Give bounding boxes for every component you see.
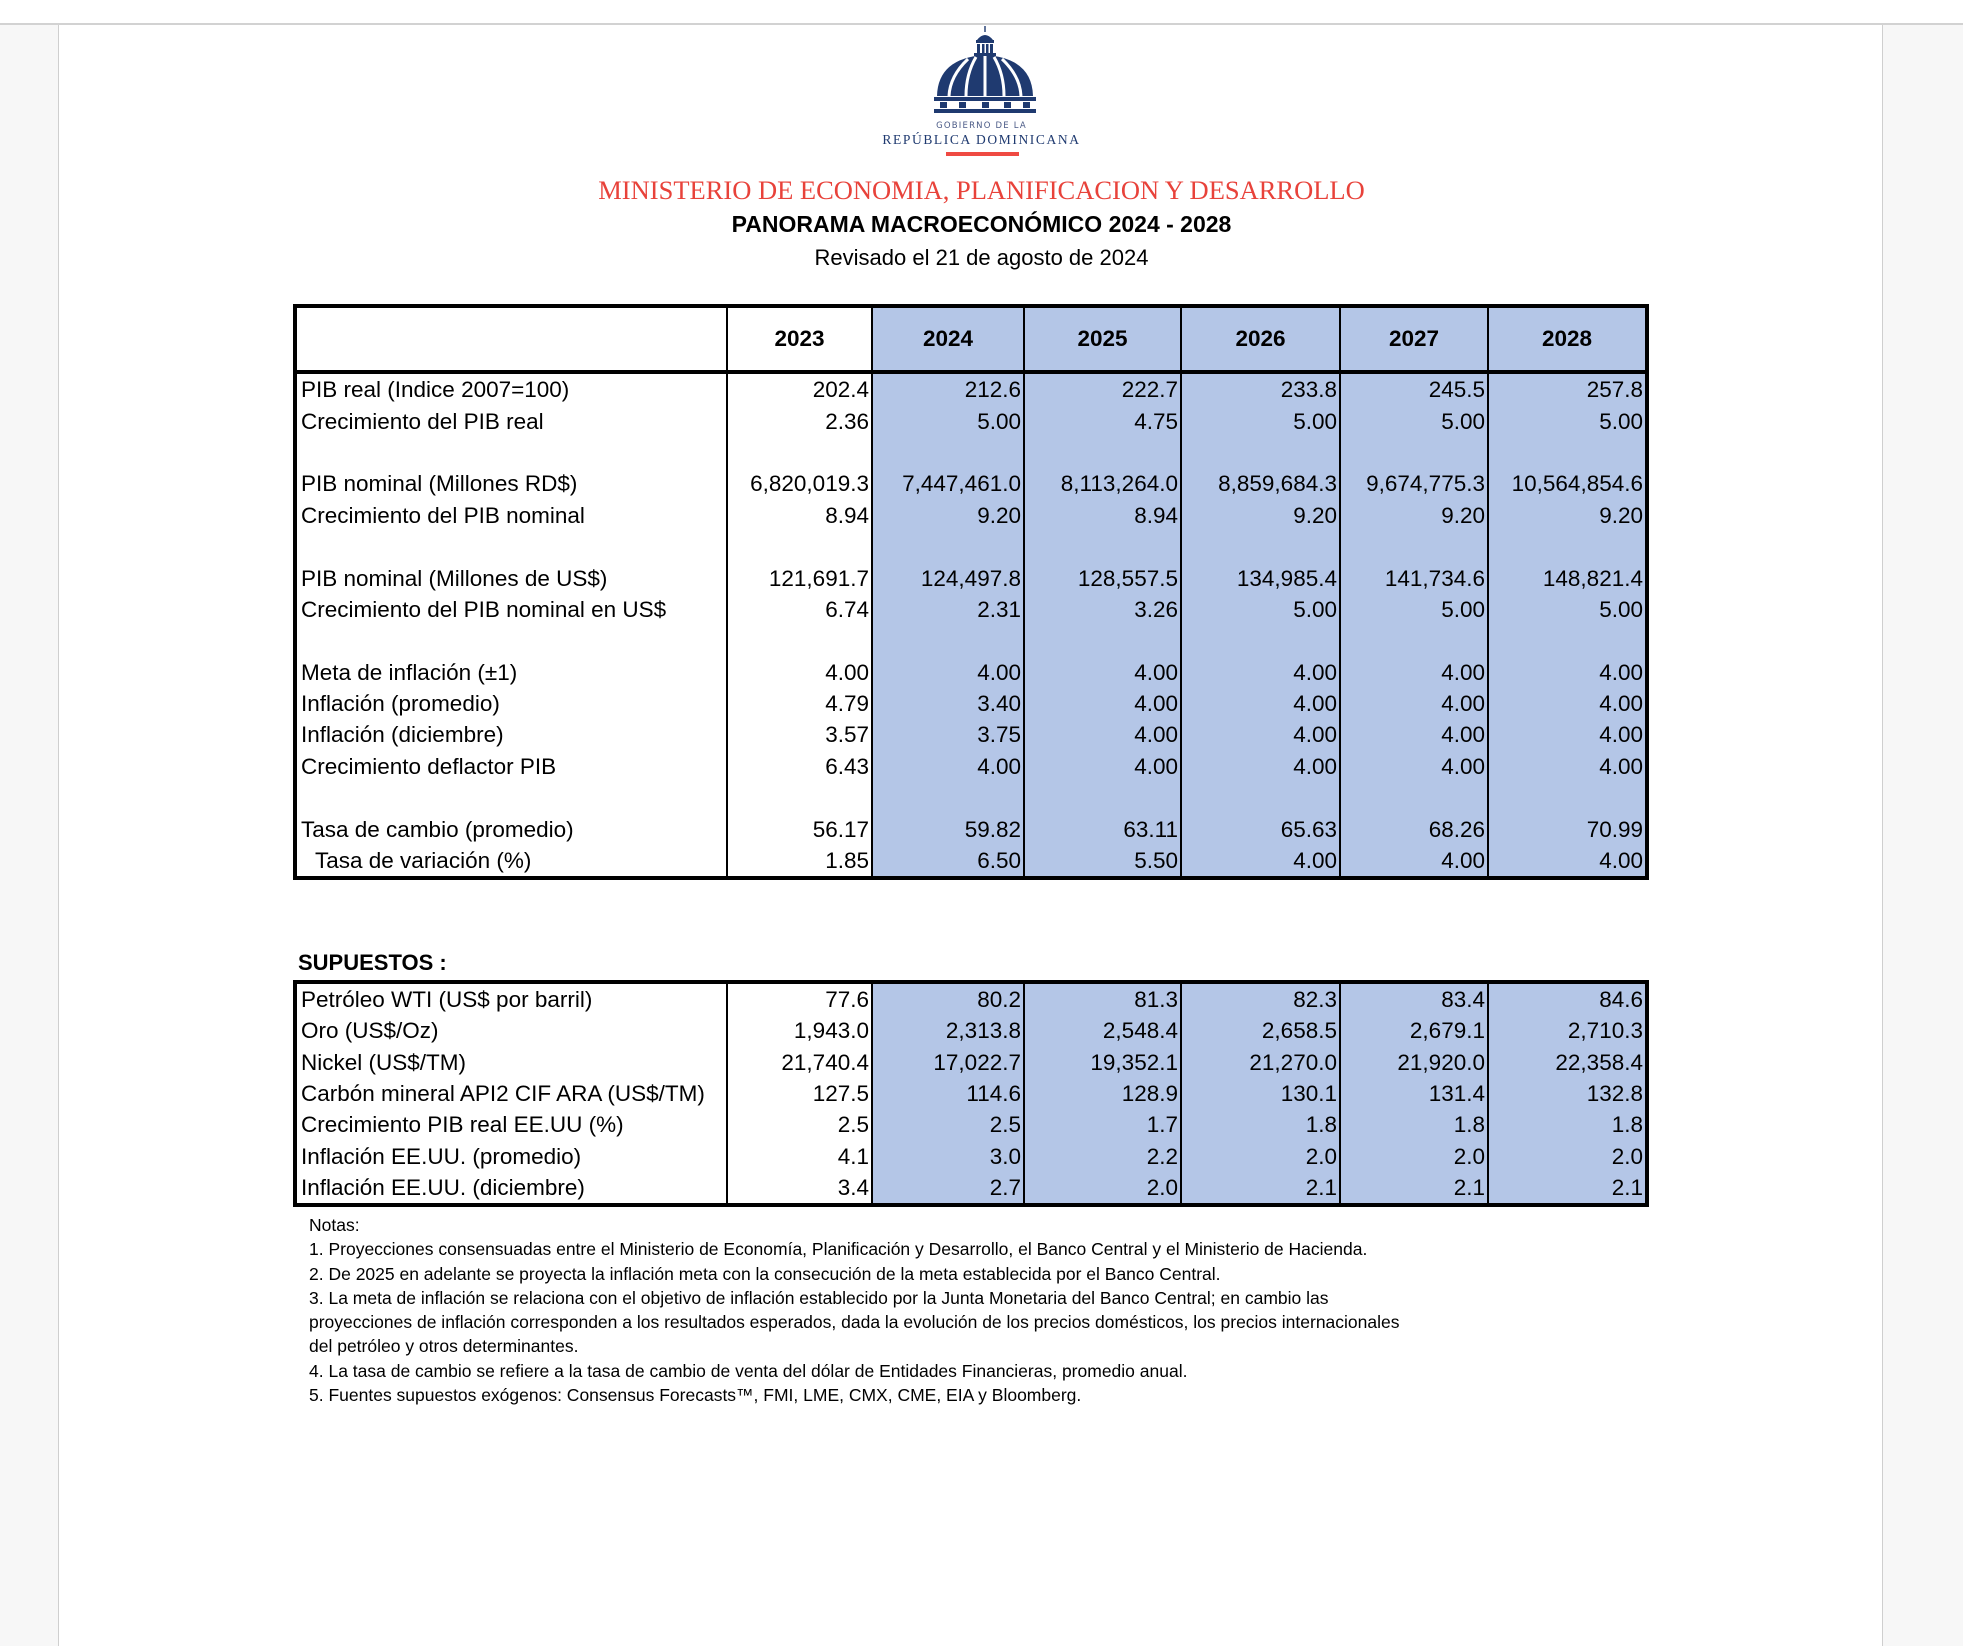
table-header-row	[295, 306, 1647, 372]
value-cell: 3.75	[872, 719, 1024, 750]
value-cell	[872, 625, 1024, 656]
note-line: 4. La tasa de cambio se refiere a la tasa de cambio de venta del dólar de Entidades Financieras, promedio anual.	[309, 1360, 1188, 1381]
value-cell: 2.0	[1488, 1140, 1647, 1171]
value-cell: 4.00	[1340, 751, 1488, 782]
value-cell: 4.00	[1024, 719, 1181, 750]
header-label-cell	[295, 306, 727, 372]
value-cell: 5.00	[1488, 594, 1647, 625]
value-cell: 9.20	[1340, 500, 1488, 531]
value-cell: 2.5	[872, 1109, 1024, 1140]
row-label: Carbón mineral API2 CIF ARA (US$/TM)	[301, 1081, 705, 1107]
page-title: PANORAMA MACROECONÓMICO 2024 - 2028	[731, 211, 1232, 237]
value-cell: 222.7	[1024, 372, 1181, 405]
value-cell	[1340, 782, 1488, 813]
table-row	[295, 562, 1647, 593]
value-cell: 4.00	[1488, 845, 1647, 878]
table-row	[295, 1172, 1647, 1205]
row-label: Inflación EE.UU. (diciembre)	[301, 1174, 585, 1200]
value-cell: 2.1	[1488, 1172, 1647, 1205]
header-year-2023: 2023	[727, 306, 872, 372]
value-cell: 17,022.7	[872, 1047, 1024, 1078]
value-cell: 3.0	[872, 1140, 1024, 1171]
table-row	[295, 405, 1647, 436]
value-cell: 83.4	[1340, 982, 1488, 1015]
value-cell	[1340, 531, 1488, 562]
value-cell: 6.43	[727, 751, 872, 782]
value-cell: 4.00	[1340, 719, 1488, 750]
value-cell: 8,113,264.0	[1024, 468, 1181, 499]
value-cell: 3.26	[1024, 594, 1181, 625]
value-cell: 80.2	[872, 982, 1024, 1015]
header-year-2028: 2028	[1488, 306, 1647, 372]
row-label: Inflación (promedio)	[301, 691, 500, 717]
value-cell: 9,674,775.3	[1340, 468, 1488, 499]
value-cell: 6,820,019.3	[727, 468, 872, 499]
row-label: Inflación (diciembre)	[301, 722, 504, 748]
value-cell: 4.00	[1488, 657, 1647, 688]
value-cell: 4.00	[1024, 657, 1181, 688]
value-cell: 3.4	[727, 1172, 872, 1205]
value-cell: 2,548.4	[1024, 1015, 1181, 1046]
value-cell: 21,270.0	[1181, 1047, 1340, 1078]
value-cell: 124,497.8	[872, 562, 1024, 593]
note-line: proyecciones de inflación corresponden a los resultados esperados, dada la evolución de los precios domésticos, los precios internacionales	[309, 1312, 1400, 1333]
value-cell: 4.00	[1181, 845, 1340, 878]
logo-red-bar	[946, 152, 1019, 156]
value-cell: 8.94	[1024, 500, 1181, 531]
government-dome-logo-icon	[930, 26, 1040, 116]
value-cell: 2.5	[727, 1109, 872, 1140]
value-cell	[872, 437, 1024, 468]
value-cell	[1340, 625, 1488, 656]
value-cell	[1488, 437, 1647, 468]
value-cell: 257.8	[1488, 372, 1647, 405]
table-row	[295, 1109, 1647, 1140]
note-line: 2. De 2025 en adelante se proyecta la inflación meta con la consecución de la meta establecida por el Banco Central.	[309, 1263, 1221, 1284]
value-cell	[1181, 782, 1340, 813]
value-cell	[1024, 782, 1181, 813]
value-cell: 4.00	[1024, 751, 1181, 782]
value-cell: 3.40	[872, 688, 1024, 719]
value-cell: 114.6	[872, 1078, 1024, 1109]
value-cell: 4.00	[1181, 751, 1340, 782]
row-label: Crecimiento PIB real EE.UU (%)	[301, 1112, 624, 1138]
row-label	[295, 531, 727, 562]
note-line: 1. Proyecciones consensuadas entre el Ministerio de Economía, Planificación y Desarrollo, el Banco Central y el Ministerio de Hacienda.	[309, 1239, 1368, 1260]
value-cell: 65.63	[1181, 813, 1340, 844]
table-row	[295, 594, 1647, 625]
value-cell	[727, 437, 872, 468]
value-cell: 202.4	[727, 372, 872, 405]
value-cell: 2.0	[1024, 1172, 1181, 1205]
value-cell: 1.85	[727, 845, 872, 878]
row-label: Tasa de variación (%)	[315, 848, 532, 874]
value-cell: 5.00	[1181, 594, 1340, 625]
value-cell: 70.99	[1488, 813, 1647, 844]
value-cell: 4.00	[872, 657, 1024, 688]
value-cell: 127.5	[727, 1078, 872, 1109]
value-cell	[1181, 437, 1340, 468]
macro-indicators-body	[295, 372, 1647, 878]
value-cell: 10,564,854.6	[1488, 468, 1647, 499]
table-row	[295, 1015, 1647, 1046]
value-cell: 59.82	[872, 813, 1024, 844]
value-cell: 4.00	[1181, 688, 1340, 719]
value-cell: 2.1	[1340, 1172, 1488, 1205]
value-cell: 5.00	[872, 405, 1024, 436]
value-cell	[727, 531, 872, 562]
value-cell: 63.11	[1024, 813, 1181, 844]
value-cell: 121,691.7	[727, 562, 872, 593]
spacer-row	[295, 437, 1647, 468]
value-cell: 4.00	[1340, 845, 1488, 878]
value-cell	[1181, 531, 1340, 562]
value-cell	[1488, 782, 1647, 813]
spacer-row	[295, 625, 1647, 656]
value-cell: 2,679.1	[1340, 1015, 1488, 1046]
table-row	[295, 845, 1647, 878]
value-cell	[727, 782, 872, 813]
value-cell: 212.6	[872, 372, 1024, 405]
row-label: Crecimiento del PIB nominal en US$	[301, 596, 667, 622]
value-cell: 21,740.4	[727, 1047, 872, 1078]
value-cell: 81.3	[1024, 982, 1181, 1015]
value-cell: 2.31	[872, 594, 1024, 625]
note-line: 3. La meta de inflación se relaciona con el objetivo de inflación establecido por la Junta Monetaria del Banco Central; en cambio las	[309, 1287, 1329, 1308]
value-cell: 2.36	[727, 405, 872, 436]
table-row	[295, 468, 1647, 499]
row-label: Petróleo WTI (US$ por barril)	[301, 987, 593, 1013]
header-year-2025: 2025	[1024, 306, 1181, 372]
value-cell: 128,557.5	[1024, 562, 1181, 593]
value-cell: 82.3	[1181, 982, 1340, 1015]
value-cell: 1.7	[1024, 1109, 1181, 1140]
value-cell: 2,313.8	[872, 1015, 1024, 1046]
spacer-row	[295, 782, 1647, 813]
value-cell: 128.9	[1024, 1078, 1181, 1109]
table-row	[295, 1047, 1647, 1078]
value-cell: 84.6	[1488, 982, 1647, 1015]
value-cell	[1340, 437, 1488, 468]
table-row	[295, 1078, 1647, 1109]
value-cell: 2.2	[1024, 1140, 1181, 1171]
ministry-name: MINISTERIO DE ECONOMIA, PLANIFICACION Y DESARROLLO	[598, 175, 1365, 205]
value-cell: 4.00	[1181, 657, 1340, 688]
table-row	[295, 372, 1647, 405]
note-line: 5. Fuentes supuestos exógenos: Consensus Forecasts™, FMI, LME, CMX, CME, EIA y Bloomberg.	[309, 1385, 1082, 1406]
row-label: Nickel (US$/TM)	[301, 1049, 467, 1075]
value-cell: 148,821.4	[1488, 562, 1647, 593]
macro-indicators-table	[293, 304, 1649, 880]
row-label: Crecimiento deflactor PIB	[301, 753, 557, 779]
value-cell	[1024, 437, 1181, 468]
value-cell: 4.1	[727, 1140, 872, 1171]
assumptions-body	[295, 982, 1647, 1205]
value-cell: 21,920.0	[1340, 1047, 1488, 1078]
table-row	[295, 688, 1647, 719]
value-cell: 134,985.4	[1181, 562, 1340, 593]
table-row	[295, 719, 1647, 750]
value-cell	[727, 625, 872, 656]
value-cell: 5.50	[1024, 845, 1181, 878]
value-cell: 132.8	[1488, 1078, 1647, 1109]
value-cell: 6.74	[727, 594, 872, 625]
notes-heading: Notas:	[309, 1215, 360, 1235]
value-cell: 6.50	[872, 845, 1024, 878]
value-cell	[1024, 625, 1181, 656]
revision-date: Revisado el 21 de agosto de 2024	[814, 245, 1149, 270]
value-cell	[872, 531, 1024, 562]
value-cell: 4.00	[1488, 719, 1647, 750]
value-cell: 4.00	[1024, 688, 1181, 719]
value-cell: 5.00	[1340, 594, 1488, 625]
value-cell: 1.8	[1340, 1109, 1488, 1140]
value-cell: 1.8	[1488, 1109, 1647, 1140]
value-cell: 4.00	[1340, 657, 1488, 688]
row-label	[295, 437, 727, 468]
value-cell	[1024, 531, 1181, 562]
value-cell	[872, 782, 1024, 813]
table-row	[295, 982, 1647, 1015]
value-cell: 4.00	[1340, 688, 1488, 719]
spacer-row	[295, 531, 1647, 562]
row-label: PIB real (Indice 2007=100)	[301, 377, 570, 403]
value-cell: 3.57	[727, 719, 872, 750]
value-cell: 4.00	[1181, 719, 1340, 750]
value-cell: 2,658.5	[1181, 1015, 1340, 1046]
value-cell: 2.0	[1181, 1140, 1340, 1171]
table-row	[295, 751, 1647, 782]
table-row	[295, 1140, 1647, 1171]
row-label	[295, 625, 727, 656]
table-row	[295, 813, 1647, 844]
value-cell: 2.1	[1181, 1172, 1340, 1205]
note-line: del petróleo y otros determinantes.	[309, 1336, 579, 1357]
value-cell: 8.94	[727, 500, 872, 531]
value-cell: 2,710.3	[1488, 1015, 1647, 1046]
viewer-top-bar	[0, 0, 1963, 23]
row-label: Meta de inflación (±1)	[301, 659, 518, 685]
value-cell: 141,734.6	[1340, 562, 1488, 593]
row-label: Inflación EE.UU. (promedio)	[301, 1143, 582, 1169]
header-year-2026: 2026	[1181, 306, 1340, 372]
value-cell	[1488, 625, 1647, 656]
value-cell: 1.8	[1181, 1109, 1340, 1140]
table-row	[295, 657, 1647, 688]
value-cell: 9.20	[872, 500, 1024, 531]
value-cell: 2.7	[872, 1172, 1024, 1205]
value-cell: 131.4	[1340, 1078, 1488, 1109]
assumptions-table	[293, 980, 1649, 1207]
value-cell: 9.20	[1181, 500, 1340, 531]
value-cell: 4.00	[872, 751, 1024, 782]
logo-line-republica: REPÚBLICA DOMINICANA	[882, 132, 1081, 147]
value-cell: 4.00	[1488, 751, 1647, 782]
value-cell: 5.00	[1181, 405, 1340, 436]
notes-section	[309, 1213, 1629, 1407]
value-cell: 56.17	[727, 813, 872, 844]
value-cell	[1488, 531, 1647, 562]
value-cell: 9.20	[1488, 500, 1647, 531]
value-cell: 77.6	[727, 982, 872, 1015]
value-cell: 1,943.0	[727, 1015, 872, 1046]
value-cell: 19,352.1	[1024, 1047, 1181, 1078]
value-cell: 130.1	[1181, 1078, 1340, 1109]
value-cell: 5.00	[1488, 405, 1647, 436]
row-label: PIB nominal (Millones de US$)	[301, 565, 608, 591]
value-cell: 22,358.4	[1488, 1047, 1647, 1078]
value-cell: 68.26	[1340, 813, 1488, 844]
row-label: Tasa de cambio (promedio)	[301, 816, 574, 842]
notes-lines	[309, 1237, 1629, 1407]
value-cell: 245.5	[1340, 372, 1488, 405]
value-cell: 233.8	[1181, 372, 1340, 405]
logo-line-gobierno: GOBIERNO DE LA	[936, 121, 1027, 131]
table-row	[295, 500, 1647, 531]
row-label: Crecimiento del PIB nominal	[301, 502, 585, 528]
row-label: PIB nominal (Millones RD$)	[301, 471, 578, 497]
value-cell: 4.00	[1488, 688, 1647, 719]
row-label: Crecimiento del PIB real	[301, 408, 544, 434]
row-label: Oro (US$/Oz)	[301, 1018, 439, 1044]
value-cell: 5.00	[1340, 405, 1488, 436]
value-cell: 2.0	[1340, 1140, 1488, 1171]
header-year-2027: 2027	[1340, 306, 1488, 372]
header-year-2024: 2024	[872, 306, 1024, 372]
value-cell	[1181, 625, 1340, 656]
value-cell: 7,447,461.0	[872, 468, 1024, 499]
value-cell: 8,859,684.3	[1181, 468, 1340, 499]
value-cell: 4.75	[1024, 405, 1181, 436]
value-cell: 4.00	[727, 657, 872, 688]
supuestos-heading: SUPUESTOS :	[298, 950, 447, 975]
value-cell: 4.79	[727, 688, 872, 719]
row-label	[295, 782, 727, 813]
